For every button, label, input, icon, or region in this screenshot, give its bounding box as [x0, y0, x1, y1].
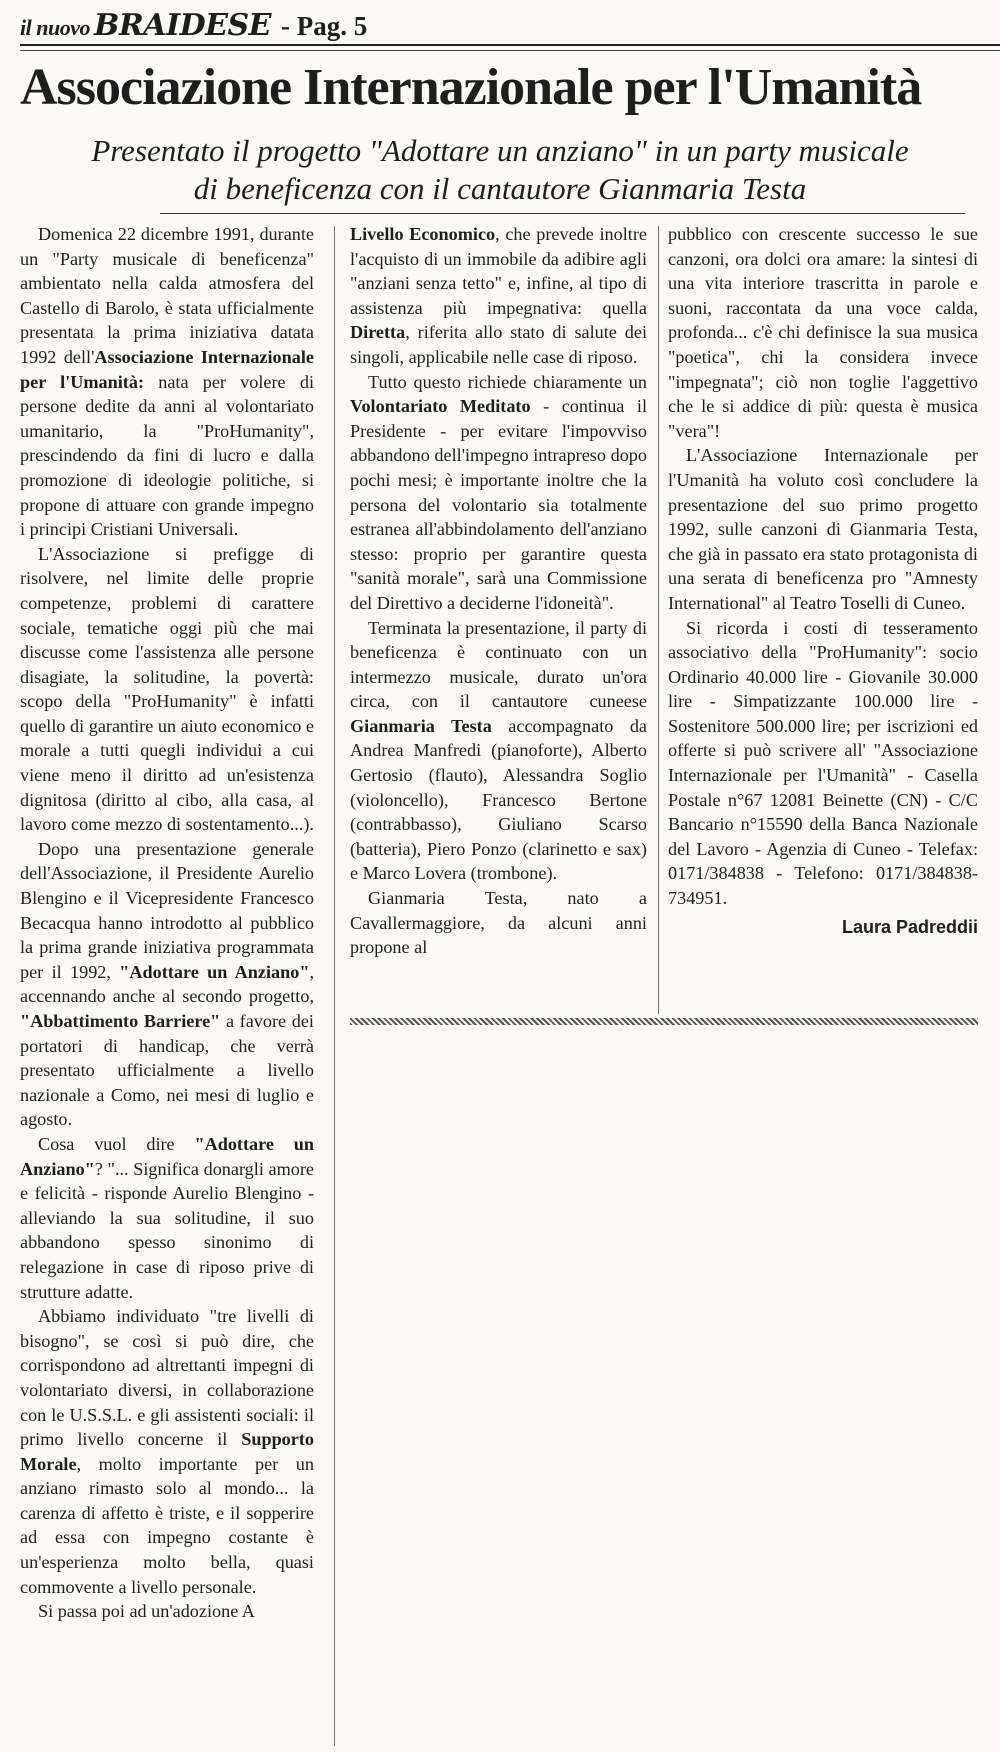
subhead-rule [160, 213, 965, 214]
paragraph: Dopo una presentazione generale dell'Associazione, il Presidente Aurelio Blengino e il Vicepresidente Francesco Becacqua hanno introdotto al pubblico la prima grande iniziativa programmata per il 1992, "Adottare un Anziano", accennando anche al secondo progetto, "Abbattimento Barriere" a favore dei portatori di handicap, che verrà presentato ufficialmente a livello nazionale a Como, nei mesi di luglio e agosto. [20, 838, 314, 1130]
paragraph: Terminata la presentazione, il party di beneficenza è continuato con un intermezzo musicale, durato un'ora circa, con il cantautore cuneese Gianmaria Testa accompagnato da Andrea Manfredi (pianoforte), Alberto Gertosio (flauto), Alessandra Soglio (violoncello), Francesco Bertone (contrabbasso), Giuliano Scarso (batteria), Piero Ponzo (clarinetto e sax) e Marco Lovera (trombone). [350, 617, 647, 884]
paragraph: Gianmaria Testa, nato a Cavallermaggiore, da alcuni anni propone al [350, 888, 647, 958]
paragraph: Cosa vuol dire "Adottare un Anziano"? "... Significa donargli amore e felicità - risponde Aurelio Blengino - alleviando la sua solitudine, il suo abbandono spesso sinonimo di relegazione in case di riposo prive di strutture adatte. [20, 1133, 314, 1302]
paragraph: Si ricorda i costi di tesseramento associativo della "ProHumanity": socio Ordinario 40.000 lire - Giovanile 30.000 lire - Simpatizzante 100.000 lire - Sostenitore 500.000 lire; per iscrizioni ed offerte si può scrivere all' "Associazione Internazionale per l'Umanità" - Casella Postale n°67 12081 Beinette (CN) - C/C Bancario n°15590 della Banca Nazionale del Lavoro - Agenzia di Cuneo - Telefax: 0171/384838 - Telefono: 0171/384838-734951. [668, 617, 978, 909]
masthead-rule [20, 44, 1000, 46]
paragraph: L'Associazione si prefigge di risolvere, nel limite delle proprie competenze, problemi di carattere sociale, tematiche oggi più che mai discusse come l'assistenza alle persone disagiate, la solitudine, la povertà: scopo della "ProHumanity" è infatti quello di garantire un aiuto economico e morale a tutti quegli individui a cui viene meno il diritto ad un'esistenza dignitosa (diritto al cibo, alla casa, al lavoro come mezzo di sostentamento...). [20, 543, 314, 835]
author-signature: Laura Padreddii [841, 916, 978, 937]
paragraph: Si passa poi ad un'adozione A [38, 1601, 255, 1622]
subhead-line-2: di beneficenza con il cantautore Gianmaria Testa [193, 171, 807, 206]
paragraph: Livello Economico, che prevede inoltre l'acquisto di un immobile da adibire agli "anziani senza tetto" e, infine, al tipo di assistenza più impegnativa: quella Diretta, riferita allo stato di salute dei singoli, applicabile nelle case di riposo. [350, 224, 647, 367]
paragraph: pubblico con crescente successo le sue canzoni, ora dolci ora amare: la sintesi di una vita interiore trascritta in parole e suoni, raccontata da una voce calda, profonda... c'è chi definisce la sua musica "poetica", chi la considera invece "impegnata"; ciò non toglie l'aggettivo che le si addice di più: questa è musica "vera"! [668, 224, 978, 441]
article-headline: Associazione Internazionale per l'Umanità [20, 59, 922, 116]
paragraph: L'Associazione Internazionale per l'Umanità ha voluto così concludere la presentazione del suo primo progetto 1992, sulle canzoni di Gianmaria Testa, che già in passato era stato protagonista di una serata di beneficenza pro "Amnesty International" al Teatro Toselli di Cuneo. [668, 445, 978, 613]
paragraph: Abbiamo individuato "tre livelli di bisogno", se così si può dire, che corrispondono ad altrettanti impegni di volontariato diversi, in collaborazione con le U.S.S.L. e gli assistenti sociali: il primo livello concerne il Supporto Morale, molto importante per un anziano rimasto solo al mondo... la carenza di affetto è triste, e il sopperire ad essa con impegno costante è un'esperienza molto bella, quasi commovente a livello personale. [20, 1306, 314, 1597]
masthead-prefix: il nuovo [20, 15, 90, 40]
paragraph: Tutto questo richiede chiaramente un Volontariato Meditato - continua il Presidente - per evitare l'impovviso abbandono dell'impegno intrapreso dopo pochi mesi; è importante inoltre che la persona del volontario sia totalmente estranea all'abbindolamento dell'anziano stesso: proprio per garantire questa "sanità morale", sarà una Commissione del Direttivo a deciderne l'idoneità". [350, 371, 647, 613]
masthead [20, 8, 1000, 42]
page-number: - Pag. 5 [280, 11, 368, 41]
article-end-rule [350, 1018, 978, 1025]
article-column-1 [20, 222, 314, 1624]
masthead-rule-thin [20, 50, 1000, 51]
subhead-line-1: Presentato il progetto "Adottare un anziano" in un party musicale [91, 133, 909, 168]
paragraph: Domenica 22 dicembre 1991, durante un "Party musicale di beneficenza" ambientato nella calda atmosfera del Castello di Barolo, è stata ufficialmente presentata la prima iniziativa datata 1992 dell'Associazione Internazionale per l'Umanità: nata per volere di persone dedite da anni al volontariato umanitario, la "ProHumanity", prescindendo da fini di lucro e dalla promozione di ideologie politiche, si propone di attuare con grande impegno i principi Cristiani Universali. [20, 224, 314, 540]
column-divider-1 [334, 226, 335, 1746]
article-column-2 [350, 222, 647, 960]
masthead-brand: BRAIDESE [93, 8, 271, 43]
article-column-3 [668, 222, 978, 939]
article-subheadline [20, 132, 980, 208]
column-divider-2 [658, 226, 659, 1014]
